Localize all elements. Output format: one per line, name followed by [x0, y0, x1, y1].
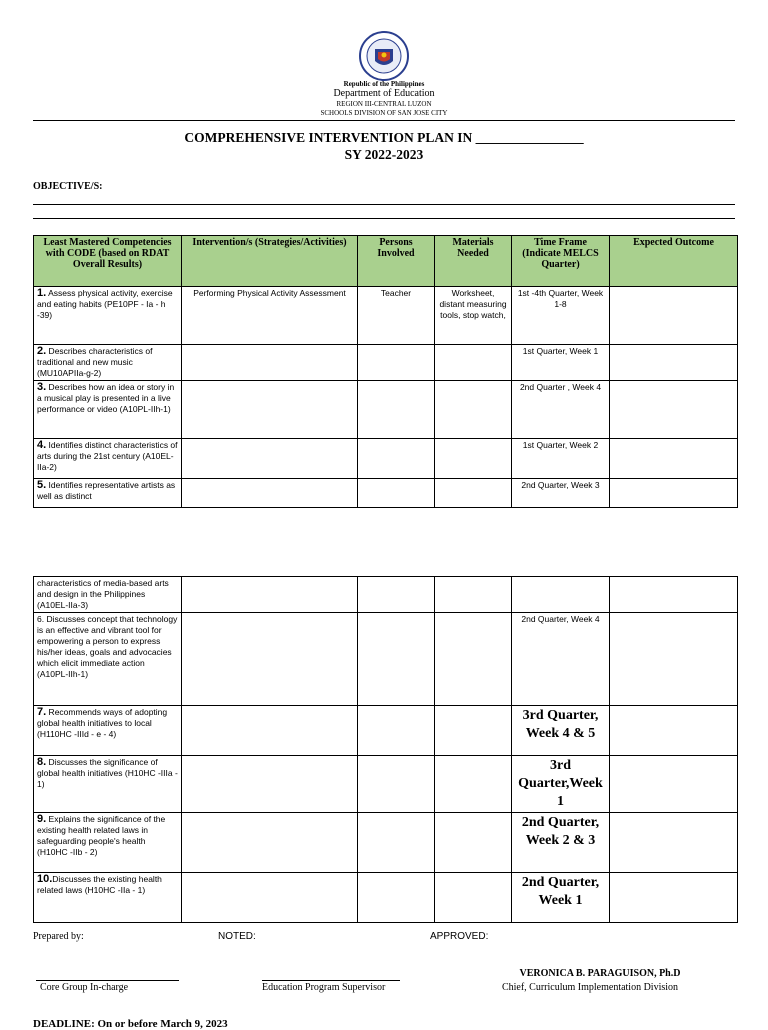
materials-cell: [435, 479, 512, 508]
table-row: [34, 706, 738, 756]
competency-text: Assess physical activity, exercise and eating habits (PE10PF - Ia - h -39): [37, 288, 173, 320]
intervention-cell: [182, 613, 358, 706]
materials-cell: [435, 813, 512, 873]
objective-line: [33, 218, 735, 219]
outcome-cell: [610, 345, 738, 381]
noted-signature-line: [262, 980, 400, 981]
approved-label: APPROVED:: [430, 931, 489, 942]
division-text: SCHOOLS DIVISION OF SAN JOSE CITY: [320, 109, 448, 117]
competency-text: Identifies representative artists as well as distinct: [37, 480, 176, 501]
persons-cell: [358, 813, 435, 873]
timeframe-cell: 3rd Quarter, Week 4 & 5: [512, 706, 610, 756]
materials-cell: [435, 873, 512, 923]
page-title: COMPREHENSIVE INTERVENTION PLAN IN ________________: [184, 130, 584, 145]
prepared-label: Prepared by:: [33, 931, 84, 942]
timeframe-cell: 1st Quarter, Week 2: [512, 439, 610, 479]
table-row: [34, 439, 738, 479]
competency-text: Discusses the significance of global health initiatives (H10HC -IIIa - 1): [37, 757, 178, 789]
materials-cell: [435, 439, 512, 479]
persons-cell: [358, 345, 435, 381]
persons-cell: [358, 381, 435, 439]
republic-text: Republic of the Philippines: [343, 80, 425, 88]
table-row: [34, 873, 738, 923]
timeframe-cell: 1st Quarter, Week 1: [512, 345, 610, 381]
table-header-row: [34, 236, 738, 287]
department-text: Department of Education: [333, 88, 435, 99]
deped-seal-icon: [359, 31, 409, 81]
competency-cell: [34, 345, 182, 381]
table-row: [34, 813, 738, 873]
prepared-signature-line: [36, 980, 179, 981]
row-number: 8.: [37, 756, 47, 768]
materials-cell: Worksheet, distant measuring tools, stop watch,: [435, 287, 512, 345]
column-header: Time Frame (Indicate MELCS Quarter): [512, 236, 610, 287]
objective-line: [33, 204, 735, 205]
table-row: [34, 479, 738, 508]
competency-cell: [34, 756, 182, 813]
timeframe-cell: 1st -4th Quarter, Week 1-8: [512, 287, 610, 345]
intervention-table: [33, 235, 738, 508]
materials-cell: [435, 706, 512, 756]
persons-cell: [358, 873, 435, 923]
persons-cell: [358, 756, 435, 813]
row-number: 2.: [37, 345, 47, 357]
objective-label: OBJECTIVE/S:: [33, 181, 103, 192]
row-number: 5.: [37, 479, 47, 491]
table-row: [34, 345, 738, 381]
intervention-cell: [182, 873, 358, 923]
intervention-cell: [182, 439, 358, 479]
outcome-cell: [610, 873, 738, 923]
timeframe-cell: 2nd Quarter , Week 4: [512, 381, 610, 439]
persons-cell: [358, 577, 435, 613]
competency-cell: [34, 613, 182, 706]
outcome-cell: [610, 381, 738, 439]
table-row: [34, 613, 738, 706]
competency-text: Explains the significance of the existing health related laws in safeguarding people's health (H10HC -IIb - 2): [37, 814, 166, 857]
intervention-cell: [182, 706, 358, 756]
timeframe-cell: 2nd Quarter, Week 1: [512, 873, 610, 923]
persons-cell: [358, 439, 435, 479]
column-header: Intervention/s (Strategies/Activities): [182, 236, 358, 287]
competency-cell: [34, 287, 182, 345]
column-header: Least Mastered Competencies with CODE (based on RDAT Overall Results): [34, 236, 182, 287]
table-row: [34, 756, 738, 813]
persons-cell: [358, 479, 435, 508]
intervention-cell: [182, 577, 358, 613]
intervention-table-continued: [33, 576, 738, 923]
materials-cell: [435, 345, 512, 381]
persons-cell: [358, 706, 435, 756]
intervention-cell: [182, 345, 358, 381]
outcome-cell: [610, 479, 738, 508]
deadline-text: DEADLINE: On or before March 9, 2023: [33, 1018, 228, 1030]
row-number: 7.: [37, 706, 47, 718]
row-number: 3.: [37, 381, 47, 393]
outcome-cell: [610, 813, 738, 873]
competency-cell: [34, 813, 182, 873]
persons-cell: Teacher: [358, 287, 435, 345]
row-number: 4.: [37, 439, 47, 451]
competency-cell: [34, 706, 182, 756]
outcome-cell: [610, 613, 738, 706]
school-year: SY 2022-2023: [344, 147, 424, 162]
noted-label: NOTED:: [218, 931, 256, 942]
outcome-cell: [610, 439, 738, 479]
persons-cell: [358, 613, 435, 706]
materials-cell: [435, 756, 512, 813]
timeframe-cell: 2nd Quarter, Week 2 & 3: [512, 813, 610, 873]
intervention-cell: [182, 813, 358, 873]
row-number: 1.: [37, 287, 47, 299]
region-text: REGION III-CENTRAL LUZON: [336, 100, 432, 108]
table-row: [34, 287, 738, 345]
row-number: 10.: [37, 873, 53, 885]
prepared-role: Core Group In-charge: [40, 982, 129, 993]
noted-role: Education Program Supervisor: [262, 982, 386, 993]
materials-cell: [435, 613, 512, 706]
competency-text: characteristics of media-based arts and design in the Philippines (A10EL-IIa-3): [37, 578, 169, 610]
competency-text: 6. Discusses concept that technology is an effective and vibrant tool for empowering a person to express his/her ideas, goals and advocacies which elicit immediate action (A10PL-IIh-1): [37, 614, 178, 679]
row-number: 9.: [37, 813, 47, 825]
competency-text: Describes characteristics of traditional and new music (MU10APIIa-g-2): [37, 346, 153, 378]
competency-text: Describes how an idea or story in a musical play is presented in a live performance or video (A10PL-IIh-1): [37, 382, 175, 414]
materials-cell: [435, 381, 512, 439]
approver-name: VERONICA B. PARAGUISON, Ph.D: [519, 968, 681, 979]
column-header: Materials Needed: [435, 236, 512, 287]
outcome-cell: [610, 706, 738, 756]
column-header: Persons Involved: [358, 236, 435, 287]
competency-text: Discusses the existing health related laws (H10HC -IIa - 1): [37, 874, 162, 895]
competency-text: Identifies distinct characteristics of arts during the 21st century (A10EL-IIa-2): [37, 440, 178, 472]
timeframe-cell: [512, 577, 610, 613]
competency-cell: [34, 479, 182, 508]
column-header: Expected Outcome: [610, 236, 738, 287]
intervention-cell: [182, 381, 358, 439]
intervention-cell: Performing Physical Activity Assessment: [182, 287, 358, 345]
table-row: [34, 577, 738, 613]
materials-cell: [435, 577, 512, 613]
competency-cell: [34, 381, 182, 439]
intervention-cell: [182, 756, 358, 813]
competency-cell: [34, 439, 182, 479]
table-row: [34, 381, 738, 439]
competency-cell: [34, 873, 182, 923]
timeframe-cell: 2nd Quarter, Week 4: [512, 613, 610, 706]
competency-text: Recommends ways of adopting global health initiatives to local (H110HC -IIId - e - 4): [37, 707, 168, 739]
timeframe-cell: 2nd Quarter, Week 3: [512, 479, 610, 508]
competency-cell: [34, 577, 182, 613]
outcome-cell: [610, 287, 738, 345]
outcome-cell: [610, 577, 738, 613]
approver-role: Chief, Curriculum Implementation Division: [501, 982, 679, 993]
header-divider: [33, 120, 735, 121]
timeframe-cell: 3rd Quarter,Week 1: [512, 756, 610, 813]
intervention-cell: [182, 479, 358, 508]
outcome-cell: [610, 756, 738, 813]
